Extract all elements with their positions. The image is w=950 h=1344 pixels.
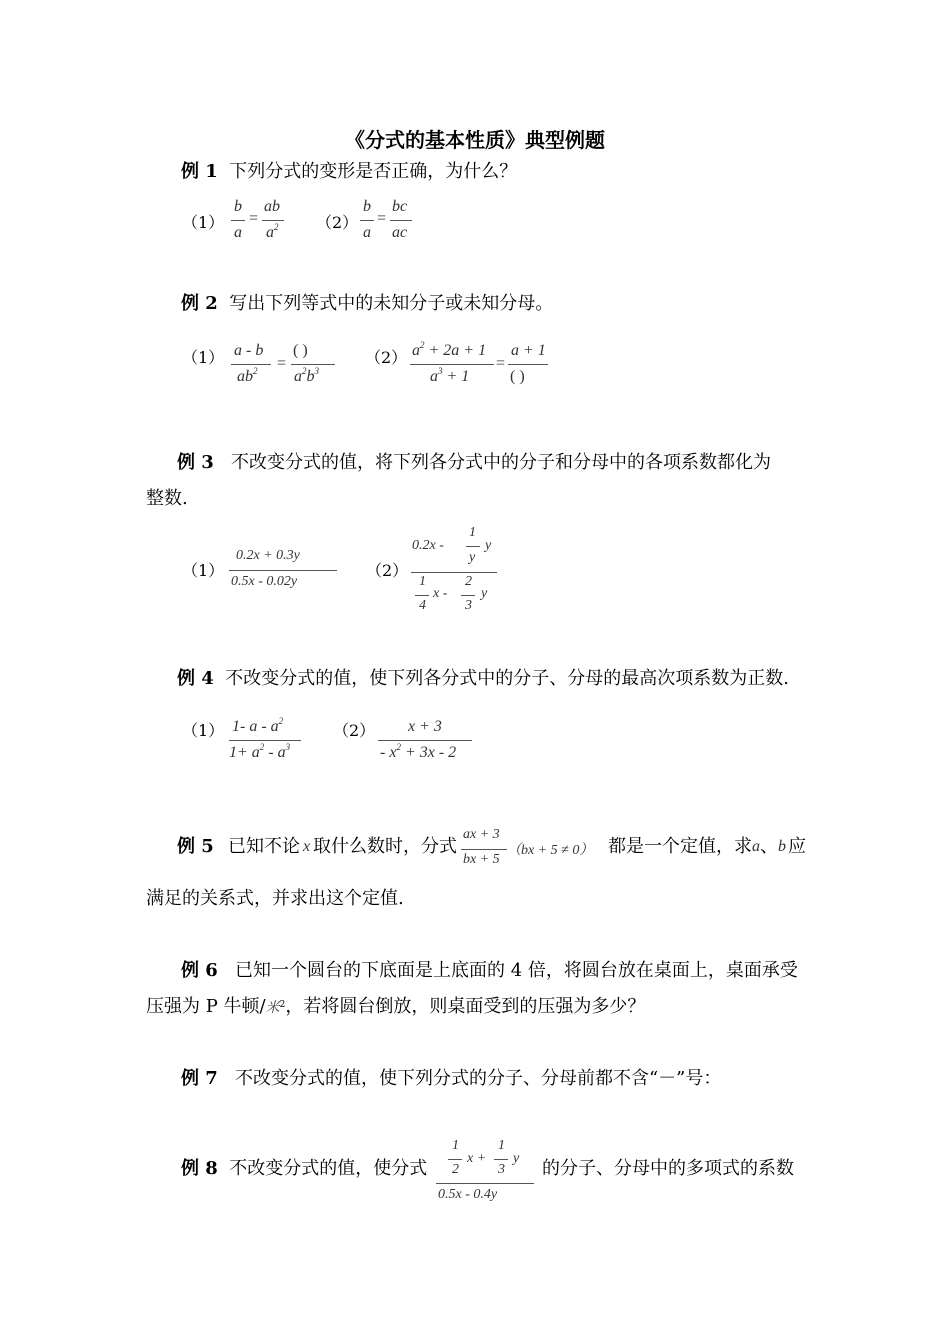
ex8-frac2-bar [494,1159,508,1160]
ex3-f2-den-frac1-d: 4 [419,598,426,613]
ex4-f1-den: $1+ a^2 - a^3$ [229,742,291,761]
page-title: 《分式的基本性质》典型例题 [345,128,605,152]
ex1-f1-rhs-bar [262,220,284,221]
ex1-f2-rhs-bar [390,220,412,221]
ex3-f2-den-frac2-n: 2 [465,574,472,589]
ex4-part-1-label: （1） [182,721,225,740]
ex3-f2-num-frac-n: 1 [469,525,476,540]
ex5-text-line2: 满足的关系式，并求出这个定值. [146,888,404,909]
example-7-label: 例 7 [181,1068,218,1089]
ex4-f2-num: x + 3 [408,718,442,735]
ex3-f2-den-mid: x - [433,586,448,601]
ex2-f2-rhs-den: ( ) [510,368,525,385]
example-2-text: 写出下列等式中的未知分子或未知分母。 [229,293,554,314]
ex3-f2-num-b: y [485,538,492,553]
ex8-frac2-d: 3 [498,1162,505,1177]
ex1-f2-lhs-bar [360,220,374,221]
ex2-f1-lhs-den: $ab^2$ [237,366,258,385]
example-2-statement [181,292,553,316]
ex2-part-1-label: （1） [182,348,225,367]
example-8-text-a: 不改变分式的值，使分式 [229,1158,428,1179]
example-6-text-line1: 已知一个圆台的下底面是上底面的 4 倍，将圆台放在桌面上，桌面承受 [234,960,798,981]
ex2-f2-lhs-num: $a^2 + 2a + 1$ [412,340,487,359]
ex2-f2-rhs-num: a + 1 [511,342,546,359]
ex3-part-1-label: （1） [182,561,225,580]
ex3-f2-den-frac2-d: 3 [465,598,472,613]
example-1-statement [181,160,517,184]
ex3-f2-num-frac-bar [466,546,480,547]
ex4-f2-den: - $x^2 + 3x - 2$ [380,742,457,761]
ex8-mid: x + [467,1151,487,1166]
example-3-statement [177,451,771,475]
example-5-label-wrap [177,835,214,859]
ex1-part-2-label: （2） [316,213,359,232]
ex1-f2-rhs-den: ac [392,224,408,241]
ex5-var-x: x [303,838,311,855]
ex8-end: y [513,1151,520,1166]
ex1-f2-rhs-num: bc [392,198,408,215]
ex5-text-d: 应 [788,836,806,857]
example-6-statement [181,959,798,983]
ex2-f1-equals: = [277,355,287,372]
ex2-f2-lhs-bar [410,364,494,365]
ex2-f1-rhs-num: ( ) [293,342,308,359]
ex8-main-bar [436,1183,534,1184]
ex3-f1-den: 0.5x - 0.02y [231,574,298,589]
ex8-frac1-bar [448,1159,462,1160]
ex5-text-a: 已知不论 [228,836,300,857]
ex3-f2-den-b: y [481,586,488,601]
example-3-text-line2: 整数. [146,488,188,509]
example-7-statement [181,1067,721,1091]
ex5-separator: 、 [760,836,778,857]
ex5-frac-den: bx + 5 [463,852,500,867]
ex8-den: 0.5x - 0.4y [438,1187,498,1202]
example-6-text-line2: 压强为 P 牛顿/米$^2$，若将圆台倒放，则桌面受到的压强为多少？ [146,996,646,1017]
ex5-condition: （bx + 5 ≠ 0） [507,843,594,858]
ex4-f2-bar [378,740,472,741]
ex2-f2-equals: = [496,355,506,372]
example-4-statement [177,667,789,691]
ex3-f2-num-a: 0.2x - [412,538,444,553]
ex8-frac1-d: 2 [452,1162,459,1177]
example-6-label: 例 6 [181,960,218,981]
ex8-frac2-n: 1 [498,1138,505,1153]
ex5-text-c: 都是一个定值，求 [608,836,752,857]
ex1-f2-lhs-num: b [363,198,371,215]
ex3-part-2-label: （2） [366,561,409,580]
ex8-frac1-n: 1 [452,1138,459,1153]
example-8-label: 例 8 [181,1158,218,1179]
ex4-part-2-label: （2） [333,721,376,740]
ex3-f2-den-frac1-bar [415,595,429,596]
ex5-var-a: a [752,838,760,855]
ex6-unit: 米 [265,1000,280,1016]
example-8-text-b: 的分子、分母中的多项式的系数 [542,1158,794,1179]
ex1-part-1-label: （1） [182,213,225,232]
ex2-f1-rhs-bar [291,364,335,365]
ex3-f2-main-bar [411,572,497,573]
example-2-label: 例 2 [181,293,218,314]
ex1-f1-lhs-num: b [234,198,242,215]
example-3-label: 例 3 [177,452,214,473]
ex5-var-b: b [778,838,786,855]
ex3-f2-den-frac1-n: 1 [419,574,426,589]
ex3-f1-num: 0.2x + 0.3y [236,548,300,563]
ex1-f1-lhs-den: a [234,224,242,241]
ex2-f1-lhs-bar [231,364,271,365]
ex3-f2-num-frac-d: y [469,550,476,565]
ex2-f2-lhs-den: $a^3 + 1$ [430,366,470,385]
ex2-f1-rhs-den: $a^2b^3$ [294,366,319,385]
ex4-f1-bar [229,740,301,741]
example-7-text: 不改变分式的值，使下列分式的分子、分母前都不含“－”号： [234,1068,722,1089]
ex2-f1-lhs-num: a - b [234,342,264,359]
ex1-f1-lhs-bar [231,220,245,221]
ex1-f2-lhs-den: a [363,224,371,241]
ex1-f2-equals: = [377,210,387,227]
example-5-label: 例 5 [177,836,214,857]
ex2-f2-rhs-bar [508,364,548,365]
ex5-frac-num: ax + 3 [463,827,500,842]
example-4-label: 例 4 [177,668,214,689]
ex1-f1-equals: = [249,210,259,227]
ex5-frac-bar [461,849,507,850]
ex5-text-b: 取什么数时，分式 [313,836,457,857]
ex4-f1-num: 1- a - $a^2$ [232,716,284,735]
example-3-text-line1: 不改变分式的值，将下列各分式中的分子和分母中的各项系数都化为 [230,452,771,473]
ex1-f1-rhs-den: $a^2$ [266,222,279,241]
ex2-part-2-label: （2） [365,348,408,367]
ex3-f2-den-frac2-bar [461,595,475,596]
example-4-text: 不改变分式的值，使下列各分式中的分子、分母的最高次项系数为正数. [225,668,789,689]
ex1-f1-rhs-num: ab [264,198,280,215]
example-1-label: 例 1 [181,161,218,182]
example-1-text: 下列分式的变形是否正确，为什么？ [229,161,518,182]
ex3-f1-bar [229,570,337,571]
example-8-statement [181,1157,427,1181]
